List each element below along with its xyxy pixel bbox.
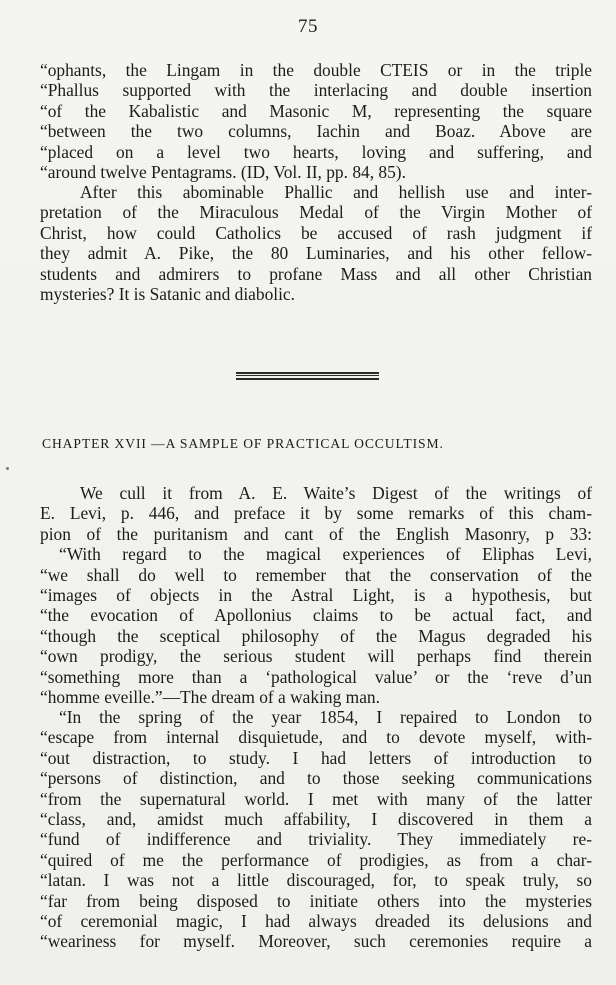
section-divider [236, 372, 379, 380]
text-line: “In the spring of the year 1854, I repaired to London to [59, 707, 592, 727]
text-line: students and admirers to profane Mass and all other Christian [40, 263, 592, 284]
text-line: “we shall do well to remember that the conservation of the [40, 564, 592, 585]
text-line: “quired of me the performance of prodigies, as from a char- [40, 849, 592, 870]
quotation-continuation [40, 60, 592, 182]
levi-quotation [40, 707, 592, 952]
text-line: “images of objects in the Astral Light, is a hypothesis, but [40, 584, 592, 605]
text-line: “homme eveille.”—The dream of a waking man. [40, 686, 380, 707]
text-line: “the evocation of Apollonius claims to be actual fact, and [40, 605, 592, 626]
text-line: After this abominable Phallic and hellish use and inter- [80, 182, 592, 202]
text-line: “fund of indifference and triviality. They immediately re- [40, 829, 592, 850]
commentary-paragraph [40, 182, 592, 304]
text-line: “from the supernatural world. I met with many of the latter [40, 788, 592, 809]
text-line: “own prodigy, the serious student will perhaps find therein [40, 646, 592, 667]
text-line: E. Levi, p. 446, and preface it by some remarks of this cham- [40, 503, 592, 524]
text-line: “something more than a ‘pathological value’ or the ‘reve d’un [40, 666, 592, 687]
text-line: “around twelve Pentagrams. (ID, Vol. II, pp. 84, 85). [40, 161, 406, 182]
text-line: “class, and, amidst much affability, I discovered in them a [40, 808, 592, 829]
text-line: they admit A. Pike, the 80 Luminaries, and his other fellow- [40, 243, 592, 264]
text-line: mysteries? It is Satanic and diabolic. [40, 283, 295, 304]
text-line: “persons of distinction, and to those seeking communications [40, 768, 592, 789]
chapter-heading: CHAPTER XVII —A SAMPLE OF PRACTICAL OCCULTISM. [42, 436, 444, 451]
text-line: “escape from internal disquietude, and to devote myself, with- [40, 727, 592, 748]
page-number: 75 [298, 16, 318, 37]
text-line: “ophants, the Lingam in the double CTEIS or in the triple [40, 60, 592, 80]
text-line: Christ, how could Catholics be accused of rash judgment if [40, 222, 592, 243]
chapter-opening-paragraph [40, 483, 592, 707]
text-line: “out distraction, to study. I had letters of introduction to [40, 747, 592, 768]
text-line: “far from being disposed to initiate others into the mysteries [40, 890, 592, 911]
text-line: “With regard to the magical experiences of Eliphas Levi, [59, 544, 592, 565]
text-line: “though the sceptical philosophy of the Magus degraded his [40, 625, 592, 646]
text-line: “of ceremonial magic, I had always dreaded its delusions and [40, 910, 592, 931]
text-line: “Phallus supported with the interlacing and double insertion [40, 80, 592, 101]
scan-speck [6, 467, 9, 470]
text-line: “of the Kabalistic and Masonic M, representing the square [40, 100, 592, 121]
text-line: pion of the puritanism and cant of the English Masonry, p 33: [40, 523, 592, 544]
text-line: “latan. I was not a little discouraged, for, to speak truly, so [40, 870, 592, 891]
text-line: “placed on a level two hearts, loving and suffering, and [40, 141, 592, 162]
text-line: “weariness for myself. Moreover, such ceremonies require a [40, 931, 592, 952]
text-line: pretation of the Miraculous Medal of the Virgin Mother of [40, 202, 592, 223]
text-line: “between the two columns, Iachin and Boaz. Above are [40, 121, 592, 142]
text-line: We cull it from A. E. Waite’s Digest of the writings of [80, 483, 592, 503]
